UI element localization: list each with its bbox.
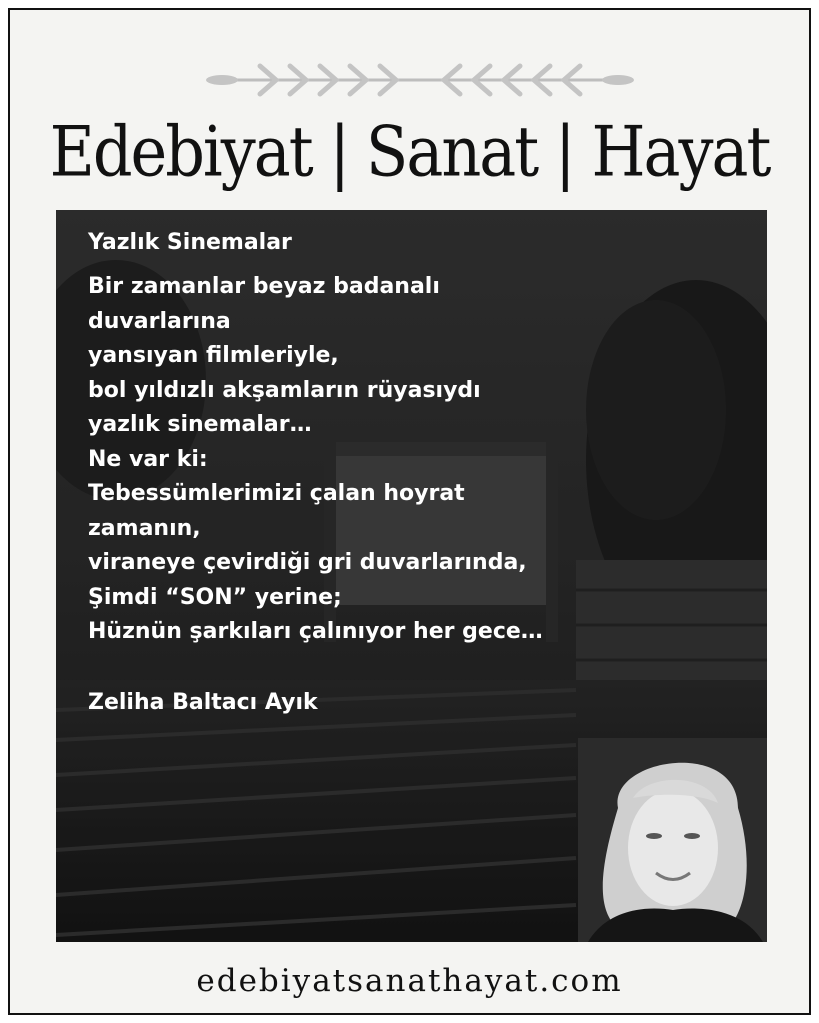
poem-line: yansıyan filmleriyle,	[88, 343, 339, 368]
poem-line: Şimdi “SON” yerine;	[88, 584, 342, 610]
poem-line: bol yıldızlı akşamların rüyasıydı	[88, 377, 481, 403]
site-title: Edebiyat | Sanat | Hayat	[49, 110, 770, 193]
poem-title: Yazlık Sinemalar	[88, 230, 292, 255]
poem-line: Tebessümlerimizi çalan hoyrat	[88, 481, 465, 506]
poem-line: Ne var ki:	[88, 446, 208, 472]
author-portrait	[578, 738, 767, 942]
poem-line: Hüznün şarkıları çalınıyor her gece…	[88, 619, 543, 644]
poem-line: Bir zamanlar beyaz badanalı	[88, 274, 440, 299]
poem-line: viraneye çevirdiği gri duvarlarında,	[88, 550, 527, 575]
poem-line: duvarlarına	[88, 308, 231, 334]
cinema-photo-panel	[56, 210, 767, 942]
poem-block	[88, 226, 728, 720]
poem-author: Zeliha Baltacı Ayık	[88, 689, 318, 715]
poster-frame	[8, 8, 811, 1015]
poem-line: yazlık sinemalar…	[88, 412, 312, 437]
poem-line: zamanın,	[88, 515, 201, 541]
laurel-branch-icon	[200, 58, 640, 102]
website-url: edebiyatsanathayat.com	[196, 963, 623, 999]
